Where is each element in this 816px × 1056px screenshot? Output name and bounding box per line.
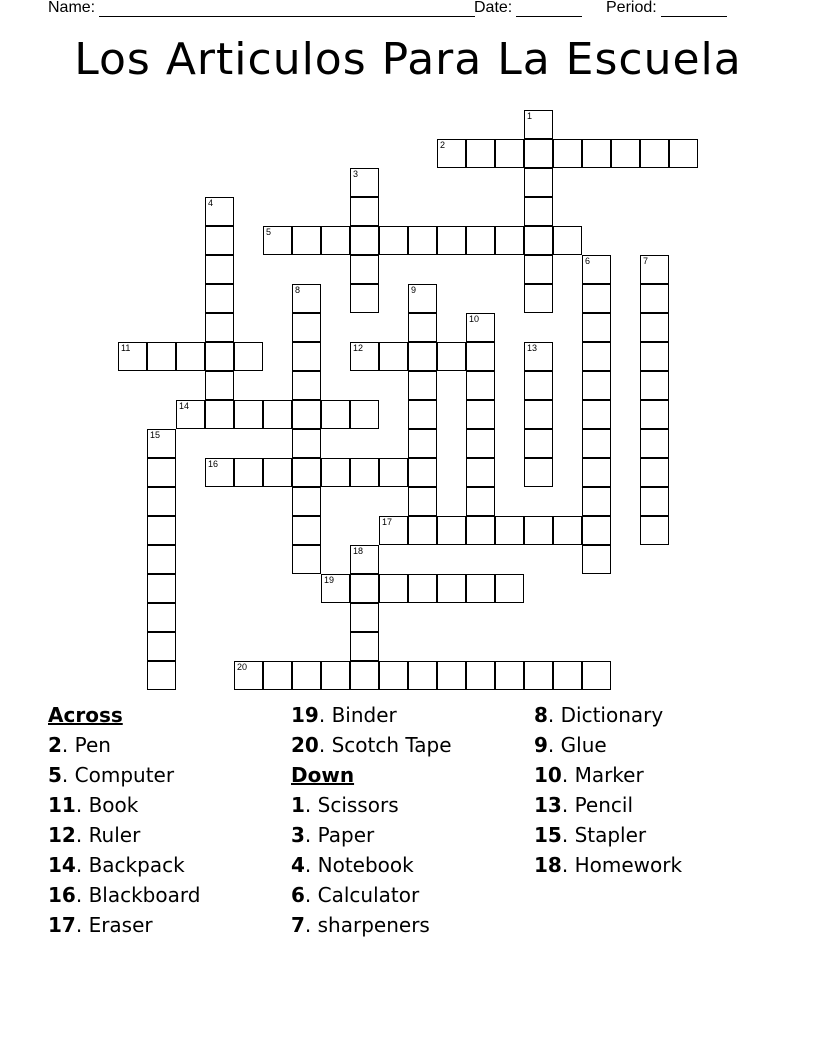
grid-cell[interactable] xyxy=(466,458,495,487)
clue-item: 4. Notebook xyxy=(291,853,414,877)
grid-cell[interactable] xyxy=(350,342,379,371)
grid-cell[interactable] xyxy=(205,313,234,342)
grid-cell[interactable] xyxy=(321,574,350,603)
clue-number: 18 xyxy=(534,853,562,877)
grid-cell[interactable] xyxy=(437,516,466,545)
clue-number: 6 xyxy=(291,883,305,907)
grid-cell[interactable] xyxy=(292,661,321,690)
clue-number: 19 xyxy=(291,703,319,727)
clue-item: 11. Book xyxy=(48,793,139,817)
grid-cell[interactable] xyxy=(582,284,611,313)
grid-cell[interactable] xyxy=(350,284,379,313)
grid-cell[interactable] xyxy=(524,661,553,690)
clue-item: 16. Blackboard xyxy=(48,883,201,907)
down-heading: Down xyxy=(291,763,355,787)
grid-cell[interactable] xyxy=(205,255,234,284)
grid-cell[interactable] xyxy=(321,226,350,255)
grid-cell[interactable] xyxy=(205,458,234,487)
grid-cell[interactable] xyxy=(147,429,176,458)
clue-number: 14 xyxy=(48,853,76,877)
grid-cell[interactable] xyxy=(234,400,263,429)
grid-cell[interactable] xyxy=(466,516,495,545)
grid-cell[interactable] xyxy=(582,516,611,545)
clue-number-label: 17 xyxy=(382,517,393,527)
grid-cell[interactable] xyxy=(553,661,582,690)
grid-cell[interactable] xyxy=(292,400,321,429)
grid-cell[interactable] xyxy=(524,197,553,226)
grid-cell[interactable] xyxy=(379,458,408,487)
grid-cell[interactable] xyxy=(408,400,437,429)
clue-number: 1 xyxy=(291,793,305,817)
grid-cell[interactable] xyxy=(408,284,437,313)
clue-item: 18. Homework xyxy=(534,853,683,877)
grid-cell[interactable] xyxy=(350,603,379,632)
grid-cell[interactable] xyxy=(640,139,669,168)
grid-cell[interactable] xyxy=(205,284,234,313)
grid-cell[interactable] xyxy=(350,574,379,603)
clue-text: Book xyxy=(88,793,139,817)
grid-cell[interactable] xyxy=(176,342,205,371)
grid-cell[interactable] xyxy=(524,168,553,197)
grid-cell[interactable] xyxy=(466,429,495,458)
grid-cell[interactable] xyxy=(292,313,321,342)
grid-cell[interactable] xyxy=(292,487,321,516)
grid-cell[interactable] xyxy=(408,661,437,690)
grid-cell[interactable] xyxy=(147,632,176,661)
clue-column-1 xyxy=(48,700,200,940)
grid-cell[interactable] xyxy=(524,516,553,545)
clue-item: 9. Glue xyxy=(534,733,607,757)
grid-cell[interactable] xyxy=(408,313,437,342)
clue-number-label: 12 xyxy=(353,343,364,353)
grid-cell[interactable] xyxy=(524,226,553,255)
clue-number: 4 xyxy=(291,853,305,877)
clue-text: Ruler xyxy=(88,823,141,847)
clue-item: 10. Marker xyxy=(534,763,644,787)
grid-cell[interactable] xyxy=(495,226,524,255)
grid-cell[interactable] xyxy=(582,487,611,516)
grid-cell[interactable] xyxy=(292,371,321,400)
clue-item: 5. Computer xyxy=(48,763,175,787)
grid-cell[interactable] xyxy=(408,516,437,545)
grid-cell[interactable] xyxy=(147,661,176,690)
grid-cell[interactable] xyxy=(147,516,176,545)
clue-item: 7. sharpeners xyxy=(291,913,430,937)
grid-cell[interactable] xyxy=(350,197,379,226)
grid-cell[interactable] xyxy=(524,400,553,429)
clue-text: Computer xyxy=(74,763,175,787)
clue-text: Pencil xyxy=(574,793,633,817)
clue-number: 9 xyxy=(534,733,548,757)
clue-item: 6. Calculator xyxy=(291,883,420,907)
clue-column-2 xyxy=(291,700,452,940)
clue-text: Paper xyxy=(317,823,375,847)
clue-item: 2. Pen xyxy=(48,733,111,757)
grid-cell[interactable] xyxy=(350,255,379,284)
grid-cell[interactable] xyxy=(408,574,437,603)
clue-number-label: 19 xyxy=(324,575,335,585)
grid-cell[interactable] xyxy=(553,516,582,545)
grid-cell[interactable] xyxy=(321,400,350,429)
clue-number: 7 xyxy=(291,913,305,937)
grid-cell[interactable] xyxy=(524,255,553,284)
grid-cell[interactable] xyxy=(582,661,611,690)
grid-cell[interactable] xyxy=(263,661,292,690)
grid-cell[interactable] xyxy=(640,255,669,284)
grid-cell[interactable] xyxy=(582,371,611,400)
clue-text: Pen xyxy=(74,733,111,757)
grid-cell[interactable] xyxy=(553,226,582,255)
grid-cell[interactable] xyxy=(234,342,263,371)
grid-cell[interactable] xyxy=(611,139,640,168)
clue-text: Notebook xyxy=(317,853,414,877)
grid-cell[interactable] xyxy=(582,400,611,429)
grid-cell[interactable] xyxy=(350,168,379,197)
clue-number-label: 15 xyxy=(150,430,161,440)
clue-text: sharpeners xyxy=(317,913,430,937)
clue-text: Stapler xyxy=(574,823,647,847)
page-title: Los Articulos Para La Escuela xyxy=(74,34,742,85)
clue-number-label: 18 xyxy=(353,546,364,556)
grid-cell[interactable] xyxy=(408,487,437,516)
grid-cell[interactable] xyxy=(205,226,234,255)
clue-number-label: 3 xyxy=(353,169,359,179)
grid-cell[interactable] xyxy=(379,574,408,603)
grid-cell[interactable] xyxy=(234,458,263,487)
grid-cell[interactable] xyxy=(408,226,437,255)
clue-number-label: 4 xyxy=(208,198,214,208)
grid-cell[interactable] xyxy=(379,516,408,545)
clue-text: Glue xyxy=(560,733,607,757)
clue-number: 13 xyxy=(534,793,562,817)
grid-cell[interactable] xyxy=(466,226,495,255)
clue-text: Backpack xyxy=(88,853,185,877)
clue-column-3 xyxy=(534,700,682,880)
clue-number: 17 xyxy=(48,913,76,937)
clue-item: 1. Scissors xyxy=(291,793,399,817)
grid-cell[interactable] xyxy=(437,342,466,371)
grid-cell[interactable] xyxy=(408,458,437,487)
grid-cell[interactable] xyxy=(118,342,147,371)
grid-cell[interactable] xyxy=(147,545,176,574)
grid-cell[interactable] xyxy=(524,284,553,313)
grid-cell[interactable] xyxy=(524,371,553,400)
clue-item: 3. Paper xyxy=(291,823,375,847)
grid-cell[interactable] xyxy=(466,574,495,603)
clue-text: Dictionary xyxy=(560,703,664,727)
grid-cell[interactable] xyxy=(263,226,292,255)
grid-cell[interactable] xyxy=(292,284,321,313)
grid-cell[interactable] xyxy=(292,342,321,371)
grid-cell[interactable] xyxy=(205,371,234,400)
grid-cell[interactable] xyxy=(292,516,321,545)
across-heading: Across xyxy=(48,703,123,727)
grid-cell[interactable] xyxy=(640,400,669,429)
clue-number-label: 7 xyxy=(643,256,649,266)
grid-cell[interactable] xyxy=(640,429,669,458)
grid-cell[interactable] xyxy=(495,516,524,545)
grid-cell[interactable] xyxy=(350,226,379,255)
clue-number-label: 6 xyxy=(585,256,591,266)
grid-cell[interactable] xyxy=(408,429,437,458)
grid-cell[interactable] xyxy=(408,342,437,371)
clue-text: Blackboard xyxy=(88,883,201,907)
grid-cell[interactable] xyxy=(466,342,495,371)
grid-cell[interactable] xyxy=(350,661,379,690)
period-label: Period: xyxy=(606,0,657,16)
grid-cell[interactable] xyxy=(379,661,408,690)
grid-cell[interactable] xyxy=(408,371,437,400)
grid-cell[interactable] xyxy=(321,661,350,690)
clue-number-label: 20 xyxy=(237,662,248,672)
date-label: Date: xyxy=(474,0,513,16)
grid-cell[interactable] xyxy=(640,458,669,487)
clue-number: 20 xyxy=(291,733,319,757)
clue-number-label: 13 xyxy=(527,343,538,353)
grid-cell[interactable] xyxy=(640,371,669,400)
grid-cell[interactable] xyxy=(466,139,495,168)
grid-cell[interactable] xyxy=(466,313,495,342)
grid-cell[interactable] xyxy=(350,400,379,429)
clue-number-label: 10 xyxy=(469,314,480,324)
clue-item: 14. Backpack xyxy=(48,853,185,877)
grid-cell[interactable] xyxy=(553,139,582,168)
grid-cell[interactable] xyxy=(524,429,553,458)
clue-item: 8. Dictionary xyxy=(534,703,664,727)
grid-cell[interactable] xyxy=(495,661,524,690)
clue-text: Marker xyxy=(574,763,644,787)
grid-cell[interactable] xyxy=(524,110,553,139)
name-label: Name: xyxy=(48,0,96,16)
grid-cell[interactable] xyxy=(437,574,466,603)
clue-item: 12. Ruler xyxy=(48,823,141,847)
grid-cell[interactable] xyxy=(379,342,408,371)
grid-cell[interactable] xyxy=(466,400,495,429)
grid-cell[interactable] xyxy=(466,371,495,400)
clue-number: 3 xyxy=(291,823,305,847)
grid-cell[interactable] xyxy=(147,574,176,603)
grid-cell[interactable] xyxy=(176,400,205,429)
grid-cell[interactable] xyxy=(669,139,698,168)
grid-cell[interactable] xyxy=(582,255,611,284)
grid-cell[interactable] xyxy=(524,342,553,371)
grid-cell[interactable] xyxy=(582,313,611,342)
clue-text: Homework xyxy=(574,853,683,877)
grid-cell[interactable] xyxy=(640,313,669,342)
grid-cell[interactable] xyxy=(437,661,466,690)
grid-cell[interactable] xyxy=(147,487,176,516)
grid-cell[interactable] xyxy=(466,487,495,516)
clue-item: 17. Eraser xyxy=(48,913,153,937)
grid-cell[interactable] xyxy=(147,603,176,632)
grid-cell[interactable] xyxy=(350,545,379,574)
clue-number-label: 11 xyxy=(121,343,131,353)
clue-number-label: 2 xyxy=(440,140,446,150)
grid-cell[interactable] xyxy=(582,342,611,371)
clue-number-label: 14 xyxy=(179,401,190,411)
grid-cell[interactable] xyxy=(524,458,553,487)
grid-cell[interactable] xyxy=(205,197,234,226)
grid-cell[interactable] xyxy=(263,400,292,429)
grid-cell[interactable] xyxy=(321,458,350,487)
grid-cell[interactable] xyxy=(582,545,611,574)
grid-cell[interactable] xyxy=(640,342,669,371)
clue-number-label: 8 xyxy=(295,285,301,295)
grid-cell[interactable] xyxy=(640,487,669,516)
grid-cell[interactable] xyxy=(379,226,408,255)
grid-cell[interactable] xyxy=(350,632,379,661)
grid-cell[interactable] xyxy=(640,516,669,545)
grid-cell[interactable] xyxy=(234,661,263,690)
clue-text: Scotch Tape xyxy=(331,733,452,757)
grid-cell[interactable] xyxy=(350,458,379,487)
clue-number: 11 xyxy=(48,793,76,817)
grid-cell[interactable] xyxy=(437,226,466,255)
clue-text: Calculator xyxy=(317,883,420,907)
grid-cell[interactable] xyxy=(582,429,611,458)
grid-cell[interactable] xyxy=(205,342,234,371)
clue-number-label: 5 xyxy=(266,227,272,237)
grid-cell[interactable] xyxy=(205,400,234,429)
clue-number: 12 xyxy=(48,823,76,847)
grid-cell[interactable] xyxy=(292,226,321,255)
clue-number: 5 xyxy=(48,763,62,787)
clue-number: 8 xyxy=(534,703,548,727)
grid-cell[interactable] xyxy=(582,139,611,168)
clue-text: Scissors xyxy=(317,793,399,817)
grid-cell[interactable] xyxy=(466,661,495,690)
clue-number: 2 xyxy=(48,733,62,757)
grid-cell[interactable] xyxy=(640,284,669,313)
clue-item: 13. Pencil xyxy=(534,793,633,817)
clue-number: 16 xyxy=(48,883,76,907)
clue-text: Eraser xyxy=(88,913,153,937)
grid-cell[interactable] xyxy=(292,545,321,574)
clue-number: 10 xyxy=(534,763,562,787)
grid-cell[interactable] xyxy=(495,574,524,603)
grid-cell[interactable] xyxy=(292,429,321,458)
grid-cell[interactable] xyxy=(147,458,176,487)
clue-item: 20. Scotch Tape xyxy=(291,733,452,757)
clue-number-label: 1 xyxy=(527,111,533,121)
clue-number-label: 9 xyxy=(411,285,417,295)
clue-item: 15. Stapler xyxy=(534,823,647,847)
grid-cell[interactable] xyxy=(147,342,176,371)
grid-cell[interactable] xyxy=(263,458,292,487)
grid-cell[interactable] xyxy=(495,139,524,168)
clue-number-label: 16 xyxy=(208,459,219,469)
clue-number: 15 xyxy=(534,823,562,847)
grid-cell[interactable] xyxy=(437,139,466,168)
grid-cell[interactable] xyxy=(582,458,611,487)
clue-text: Binder xyxy=(331,703,397,727)
grid-cell[interactable] xyxy=(292,458,321,487)
grid-cell[interactable] xyxy=(524,139,553,168)
clue-item: 19. Binder xyxy=(291,703,397,727)
